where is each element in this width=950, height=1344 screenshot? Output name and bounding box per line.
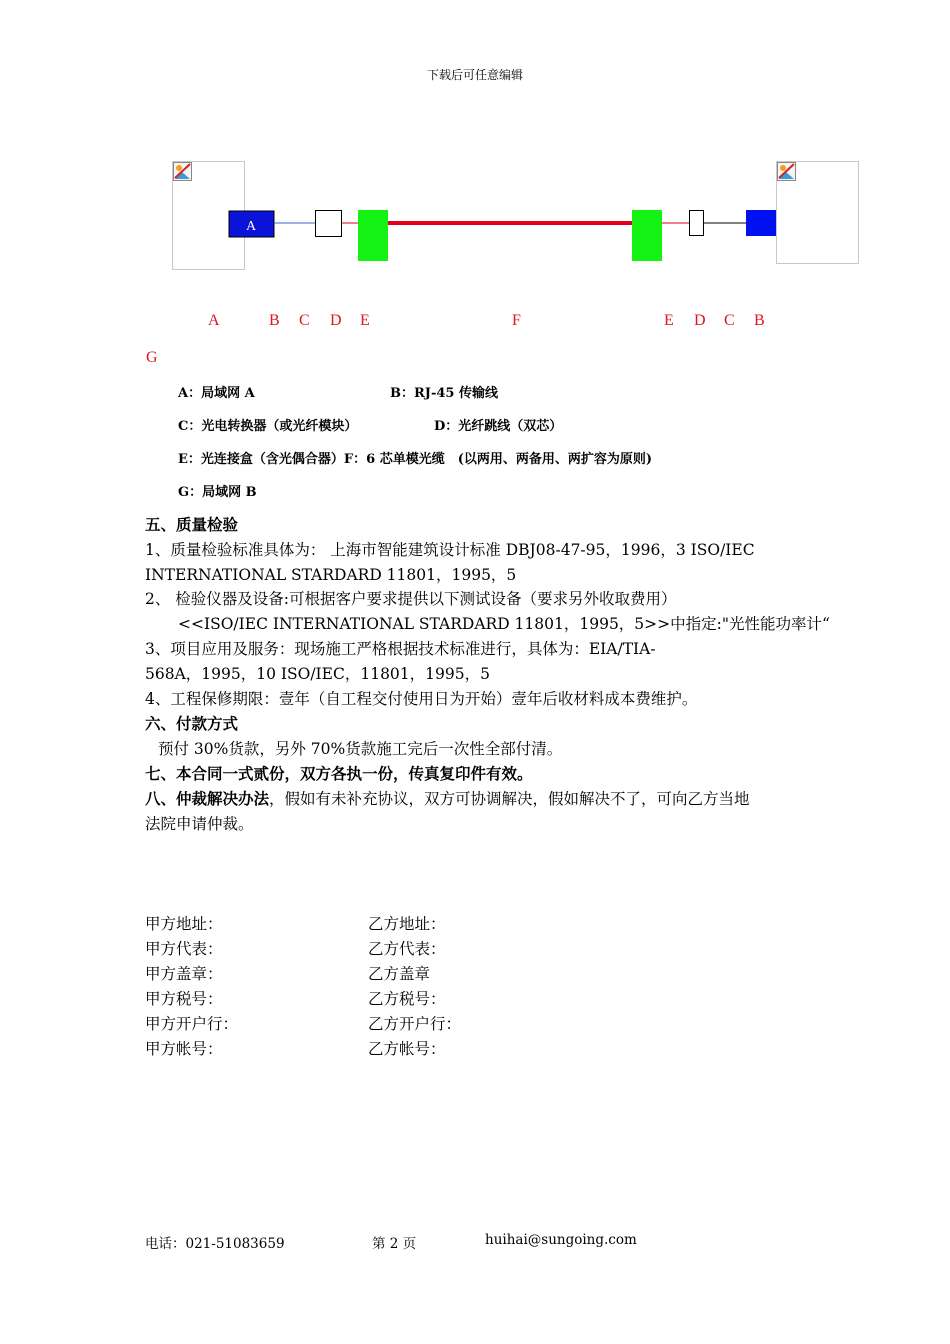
section-5-line-1: 1、质量检验标准具体为： 上海市智能建筑设计标准 DBJ08-47-95，1996，3 ISO/IEC: [145, 541, 755, 559]
converter-left: [316, 211, 342, 237]
diagram-label-b: B: [269, 312, 280, 329]
section-7-title: 七、本合同一式贰份，双方各执一份，传真复印件有效。: [145, 764, 533, 783]
network-diagram-svg: [140, 150, 880, 290]
footer-email: huihai@sungoing.com: [485, 1232, 637, 1248]
footer-phone: 电话：021-51083659: [145, 1236, 285, 1252]
section-8-title: 八、仲裁解决办法: [145, 789, 270, 808]
legend-g: G：局域网 B: [178, 485, 257, 500]
diagram-label-f: F: [512, 312, 521, 329]
section-6-line-1: 预付 30%货款，另外 70%货款施工完后一次性全部付清。: [158, 740, 563, 758]
party-a-address: 甲方地址：: [145, 915, 223, 933]
section-5-line-4: <<ISO/IEC INTERNATIONAL STARDARD 11801，1995，5>>中指定:"光性能功率计“: [178, 615, 830, 633]
party-b-address: 乙方地址：: [368, 915, 446, 933]
party-b-tax-id: 乙方税号：: [368, 990, 446, 1008]
party-a-seal: 甲方盖章：: [145, 965, 223, 983]
diagram-label-e: E: [360, 312, 370, 329]
splice-box-left: [358, 210, 388, 261]
footer-page-number: 第 2 页: [372, 1236, 417, 1252]
legend-d: D：光纤跳线（双芯）: [434, 419, 563, 434]
section-5-line-2: INTERNATIONAL STARDARD 11801，1995，5: [145, 566, 517, 584]
section-5-line-6: 568A，1995，10 ISO/IEC，11801，1995，5: [145, 665, 490, 683]
party-b-account: 乙方帐号：: [368, 1040, 446, 1058]
party-b-seal: 乙方盖章: [368, 965, 431, 983]
legend-a: A：局域网 A: [178, 386, 255, 401]
diagram-label-c-right: C: [724, 312, 735, 329]
section-8-line-1: [145, 787, 750, 809]
section-8-line-2: 法院申请仲裁。: [145, 815, 254, 833]
diagram-label-c: C: [299, 312, 310, 329]
diagram-label-a: A: [208, 312, 220, 329]
diagram-label-d: D: [330, 312, 342, 329]
legend-e-f: E：光连接盒（含光偶合器）F：6 芯单模光缆 (以两用、两备用、两扩容为原则): [178, 452, 653, 467]
party-b-representative: 乙方代表：: [368, 940, 446, 958]
party-b-bank: 乙方开户行：: [368, 1015, 462, 1033]
diagram-label-d-right: D: [694, 312, 706, 329]
party-a-bank: 甲方开户行：: [145, 1015, 239, 1033]
section-5-line-3: 2、 检验仪器及设备:可根据客户要求提供以下测试设备（要求另外收取费用）: [145, 590, 677, 608]
image-placeholder-icon: [778, 163, 796, 181]
image-placeholder-icon: [174, 163, 192, 181]
legend-b: B：RJ-45 传输线: [390, 386, 498, 401]
lan-a-box-label: A: [245, 219, 257, 234]
diagram-label-b-right: B: [754, 312, 765, 329]
diagram-label-g: G: [146, 349, 158, 366]
converter-right: [690, 211, 704, 236]
party-a-representative: 甲方代表：: [145, 940, 223, 958]
section-5-line-7: 4、工程保修期限：壹年（自工程交付使用日为开始）壹年后收材料成本费维护。: [145, 690, 698, 708]
section-8-text: ，假如有未补充协议，双方可协调解决，假如解决不了，可向乙方当地: [269, 790, 750, 808]
section-5-title: 五、质量检验: [145, 515, 239, 534]
section-6-title: 六、付款方式: [145, 714, 239, 733]
splice-box-right: [632, 210, 662, 261]
section-5-line-5: 3、项目应用及服务：现场施工严格根据技术标准进行，具体为：EIA/TIA-: [145, 640, 656, 658]
legend-c: C：光电转换器（或光纤模块）: [178, 419, 358, 434]
network-diagram: [140, 150, 880, 290]
party-a-account: 甲方帐号：: [145, 1040, 223, 1058]
party-a-tax-id: 甲方税号：: [145, 990, 223, 1008]
lan-b-box: [746, 210, 776, 236]
page-header-note: 下载后可任意编辑: [426, 68, 523, 82]
diagram-label-e-right: E: [664, 312, 674, 329]
